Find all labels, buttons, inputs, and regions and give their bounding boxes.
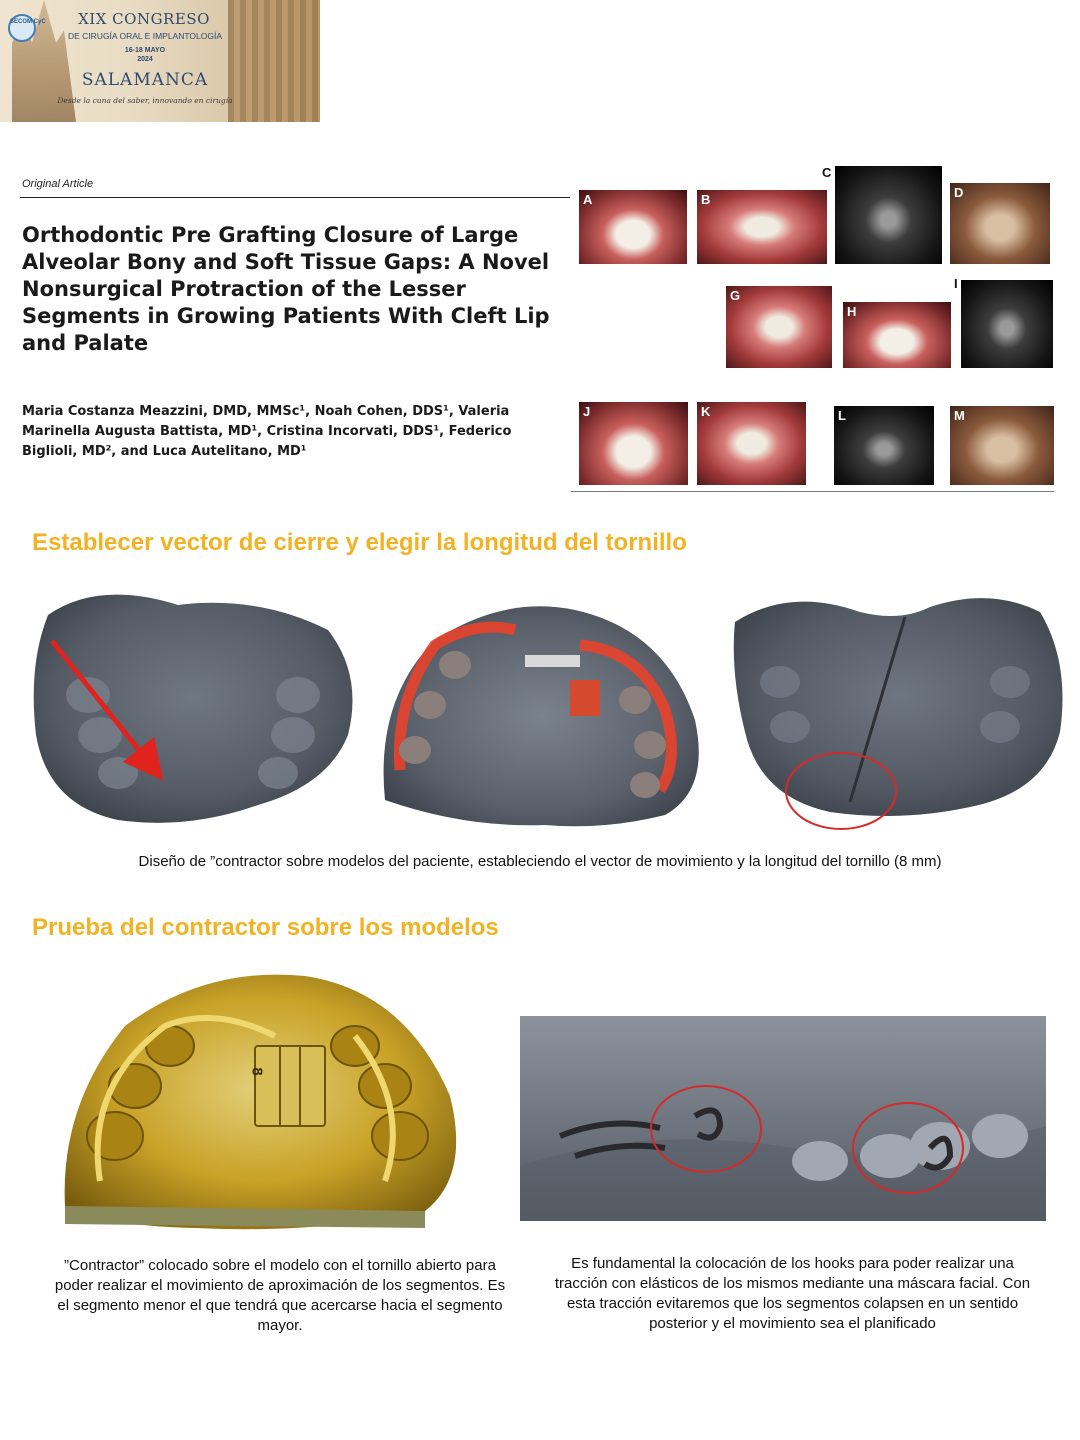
figure-panel-b	[697, 190, 827, 264]
caption-hooks: Es fundamental la colocación de los hooks para poder realizar una tracción con elásticos de los mismos mediante una máscara facial. Con esta tracción evitaremos que los segmentos colapsen en un sentido posterior y el movimiento sea el planificado	[554, 1255, 1031, 1332]
section-heading-vector: Establecer vector de cierre y elegir la longitud del tornillo	[32, 529, 687, 556]
panel-label: H	[847, 304, 857, 319]
article-label: Original Article	[22, 178, 94, 190]
section-heading-trial: Prueba del contractor sobre los modelos	[32, 914, 499, 941]
article-authors: Maria Costanza Meazzini, DMD, MMSc¹, Noah Cohen, DDS¹, Valeria Marinella Augusta Battista, MD¹, Cristina Incorvati, DDS¹, Federico Biglioli, MD², and Luca Autelitano, MD¹	[22, 404, 512, 459]
logo-text: SECOM CyC	[10, 19, 46, 25]
article-divider	[20, 197, 570, 198]
panel-label-c: C	[822, 165, 832, 180]
figure-panel-l	[834, 406, 934, 485]
congress-banner	[0, 0, 320, 122]
congress-dates: 16-18 MAYO	[124, 47, 166, 54]
congress-city: SALAMANCA	[81, 70, 209, 90]
caption-vector: Diseño de ”contractor sobre modelos del paciente, estableciendo el vector de movimiento y la longitud del tornillo (8 mm)	[138, 853, 942, 870]
figure-panel-d	[950, 183, 1050, 264]
panel-label: M	[954, 408, 965, 423]
gold-contractor-model	[55, 966, 470, 1236]
panel-label: L	[838, 408, 846, 423]
screw-number: 8	[248, 1067, 266, 1076]
congress-title: XIX CONGRESO	[78, 10, 210, 28]
dental-model-arrow	[28, 585, 360, 835]
panel-label: B	[701, 192, 711, 207]
panel-label: G	[730, 288, 741, 303]
figure-divider	[571, 491, 1054, 492]
article-title: Orthodontic Pre Grafting Closure of Large Alveolar Bony and Soft Tissue Gaps: A Novel Nonsurgical Protraction of the Lesser Segments in Growing Patients With Cleft Lip and Palate	[22, 223, 550, 355]
figure-panel-a	[579, 190, 687, 264]
figure-panel-g	[726, 286, 832, 368]
panel-label: K	[701, 404, 711, 419]
panel-label-i: I	[954, 276, 958, 291]
figure-panel-h	[843, 302, 951, 368]
panel-label: D	[954, 185, 964, 200]
dental-model-circle	[730, 592, 1070, 837]
figure-panel-c	[835, 166, 942, 264]
caption-contractor: ”Contractor” colocado sobre el modelo con el tornillo abierto para poder realizar el movimiento de aproximación de los segmentos. Es el segmento menor el que tendrá que acercarse hacia el segmento mayor.	[54, 1257, 506, 1334]
dental-model-red-appliance	[375, 600, 715, 835]
figure-panel-i	[961, 280, 1053, 368]
panel-label: A	[583, 192, 593, 207]
congress-year: 2024	[137, 56, 153, 63]
congress-motto: Desde la cuna del saber, innovando en cirugía	[57, 96, 233, 105]
hooks-model	[520, 1016, 1046, 1221]
figure-panel-k	[697, 402, 806, 485]
figure-panel-j	[579, 402, 688, 485]
figure-panel-m	[950, 406, 1054, 485]
panel-label: J	[583, 404, 591, 419]
congress-subtitle: DE CIRUGÍA ORAL E IMPLANTOLOGÍA	[68, 31, 222, 41]
